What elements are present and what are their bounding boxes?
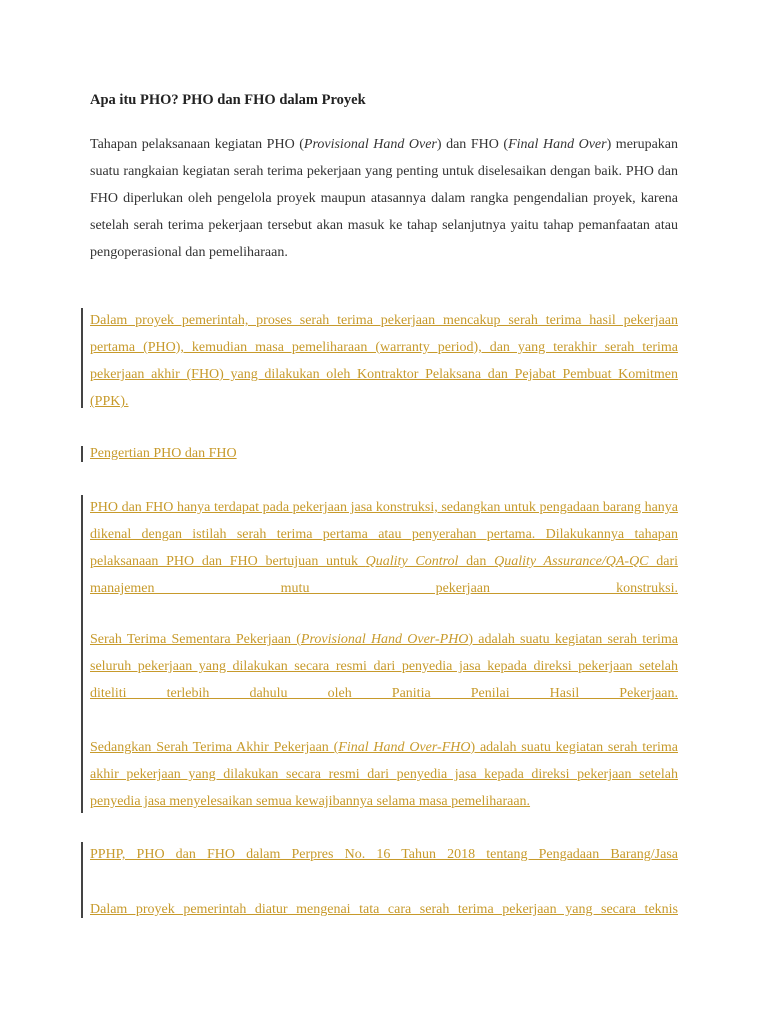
- heading-perpres[interactable]: PPHP, PHO dan FHO dalam Perpres No. 16 Tahun 2018 tentang Pengadaan Barang/Jasa: [90, 847, 678, 862]
- change-bar: [81, 446, 83, 462]
- sementara-text-2: ) adalah suatu kegiatan serah terima seluruh pekerjaan yang dilakukan secara resmi dari penyedia jasa kepada direksi pekerjaan setelah diteliti terlebih dahulu oleh Panitia Penilai Hasil Pekerjaan.: [90, 632, 678, 701]
- paragraph-konstruksi[interactable]: [90, 494, 678, 602]
- akhir-text-2: ) adalah suatu kegiatan serah terima akhir pekerjaan yang dilakukan secara resmi dari penyedia jasa kepada direksi pekerjaan setelah penyedia jasa menyelesaikan semua kewajibannya selama masa pemeliharaan.: [90, 740, 678, 809]
- akhir-italic-fho: Final Hand Over-FHO: [338, 740, 471, 755]
- intro-text-2: ) dan FHO (: [436, 137, 509, 152]
- paragraph-teknis[interactable]: Dalam proyek pemerintah diatur mengenai tata cara serah terima pekerjaan yang secara teknis: [90, 902, 678, 917]
- konstruksi-text-1: PHO dan FHO hanya terdapat pada pekerjaan jasa konstruksi, sedangkan untuk pengadaan barang hanya dikenal dengan istilah serah terima pertama atau penyerahan pertama. Dilakukannya tahapan pelaksanaan PHO dan FHO bertujuan untuk: [90, 500, 678, 569]
- konstruksi-text-3: dari manajemen mutu pekerjaan konstruksi.: [90, 554, 679, 596]
- change-bar: [81, 495, 83, 813]
- heading-pengertian[interactable]: Pengertian PHO dan FHO: [90, 446, 237, 461]
- sementara-italic-pho: Provisional Hand Over-PHO: [300, 632, 469, 647]
- konstruksi-text-2: dan: [458, 554, 495, 569]
- change-bar: [81, 842, 83, 918]
- akhir-text-1: Sedangkan Serah Terima Akhir Pekerjaan (: [90, 740, 339, 755]
- intro-text-3: ) merupakan suatu rangkaian kegiatan serah terima pekerjaan yang penting untuk diselesaikan dengan baik. PHO dan FHO diperlukan oleh pengelola proyek maupun atasannya dalam rangka pengendalian proyek, karena setelah serah terima pekerjaan tersebut akan masuk ke tahap selanjutnya yaitu tahap pemanfaatan atau pengoperasional dan pemeliharaan.: [90, 137, 678, 260]
- konstruksi-italic-qc: Quality Control: [365, 554, 459, 569]
- intro-paragraph: [90, 131, 678, 266]
- change-bar: [81, 308, 83, 408]
- paragraph-sementara[interactable]: [90, 626, 678, 707]
- konstruksi-italic-qa: Quality Assurance/QA-QC: [494, 554, 649, 569]
- paragraph-pemerintah[interactable]: Dalam proyek pemerintah, proses serah terima pekerjaan mencakup serah terima hasil pekerjaan pertama (PHO), kemudian masa pemeliharaan (warranty period), dan yang terakhir serah terima pekerjaan akhir (FHO) yang dilakukan oleh Kontraktor Pelaksana dan Pejabat Pembuat Komitmen (PPK).: [90, 313, 678, 409]
- sementara-text-1: Serah Terima Sementara Pekerjaan (: [90, 632, 301, 647]
- intro-italic-fho: Final Hand Over: [508, 137, 607, 152]
- page-title: Apa itu PHO? PHO dan FHO dalam Proyek: [90, 92, 366, 108]
- intro-text-1: Tahapan pelaksanaan kegiatan PHO (: [90, 137, 304, 152]
- intro-italic-pho: Provisional Hand Over: [303, 137, 437, 152]
- paragraph-akhir[interactable]: [90, 734, 678, 815]
